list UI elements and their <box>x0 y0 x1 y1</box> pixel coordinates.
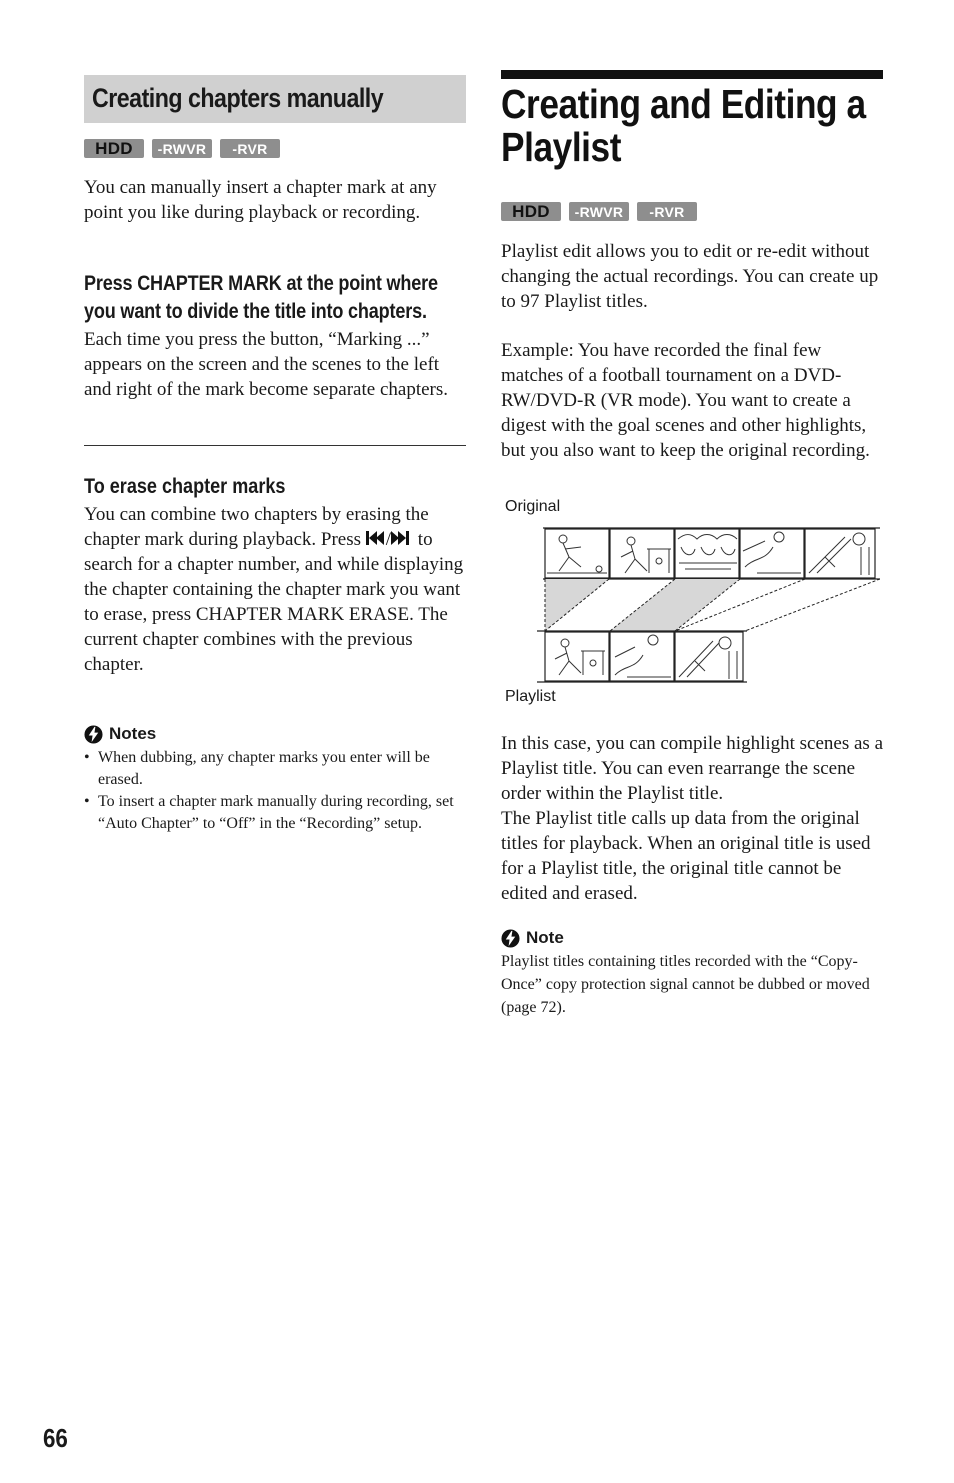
playlist-scene-1 <box>545 632 609 681</box>
badge-hdd: HDD <box>84 139 144 158</box>
note-icon <box>84 725 103 744</box>
title-rule <box>501 70 883 79</box>
original-scene-4 <box>740 529 804 578</box>
media-badges <box>84 139 280 158</box>
section-title: Creating chapters manually <box>92 83 384 113</box>
step-heading: Press CHAPTER MARK at the point where you want to divide the title into chapters. <box>84 272 438 323</box>
original-scene-2 <box>610 529 674 578</box>
page-title: Creating and Editing a Playlist <box>501 81 866 170</box>
list-item: • When dubbing, any chapter marks you enter will be erased. <box>84 747 466 791</box>
divider <box>84 445 466 446</box>
connector-lines <box>545 579 880 631</box>
media-badges <box>501 202 697 221</box>
icon-separator: / <box>385 529 392 550</box>
list-item: • To insert a chapter mark manually during recording, set “Auto Chapter” to “Off” in the “Recording” setup. <box>84 791 466 835</box>
original-strip <box>543 528 880 579</box>
note-text: Playlist titles containing titles recorded with the “Copy-Once” copy protection signal cannot be dubbed or moved (page 72). <box>501 953 870 1016</box>
note-heading-row <box>501 928 564 948</box>
example-paragraph: Example: You have recorded the final few matches of a football tournament on a DVD-RW/DVD-R (VR mode). You want to create a digest with the goal scenes and other highlights, but you also want to keep the original recording. <box>501 340 870 461</box>
badge-hdd: HDD <box>501 202 561 221</box>
next-chapter-icon <box>391 530 413 546</box>
badge-rwvr: -RWVR <box>569 202 629 221</box>
erase-heading: To erase chapter marks <box>84 475 286 498</box>
playlist-strip <box>537 631 747 682</box>
erase-body-1: You can combine two chapters by erasing the chapter mark during playback. <box>84 504 429 550</box>
figure-original-label: Original <box>505 498 561 515</box>
figure-playlist-label: Playlist <box>505 688 556 705</box>
badge-rwvr: -RWVR <box>152 139 212 158</box>
page-number: 66 <box>43 1423 68 1453</box>
note-icon <box>501 929 520 948</box>
notes-heading-row <box>84 724 156 744</box>
step-body: Each time you press the button, “Marking ...” appears on the screen and the scenes to the left and right of the mark become separate chapters. <box>84 329 449 400</box>
notes-heading: Notes <box>109 724 157 743</box>
notes-list <box>84 747 466 835</box>
erase-body <box>84 502 466 677</box>
intro-paragraph: Playlist edit allows you to edit or re-edit without changing the actual recordings. You can create up to 97 Playlist titles. <box>501 241 879 312</box>
playback-paragraph: The Playlist title calls up data from the original titles for playback. When an original title is used for a Playlist title, the original title cannot be edited and erased. <box>501 808 871 904</box>
erase-press: Press <box>320 529 362 550</box>
intro-paragraph: You can manually insert a chapter mark at any point you like during playback or recording. <box>84 177 437 223</box>
erase-body-2: to search for a chapter number, and while displaying the chapter containing the chapter mark you want to erase, press CHAPTER MARK ERASE. The current chapter combines with the previous chapter. <box>84 529 464 675</box>
section-header-bar <box>84 75 466 123</box>
original-scene-1 <box>545 529 609 578</box>
playlist-diagram <box>535 527 880 685</box>
original-scene-3 <box>675 529 739 578</box>
badge-rvr: -RVR <box>220 139 280 158</box>
compile-paragraph: In this case, you can compile highlight scenes as a Playlist title. You can even rearrange the scene order within the Playlist title. <box>501 733 884 804</box>
playlist-scene-3 <box>675 632 743 681</box>
badge-rvr: -RVR <box>637 202 697 221</box>
note-heading: Note <box>526 928 564 947</box>
